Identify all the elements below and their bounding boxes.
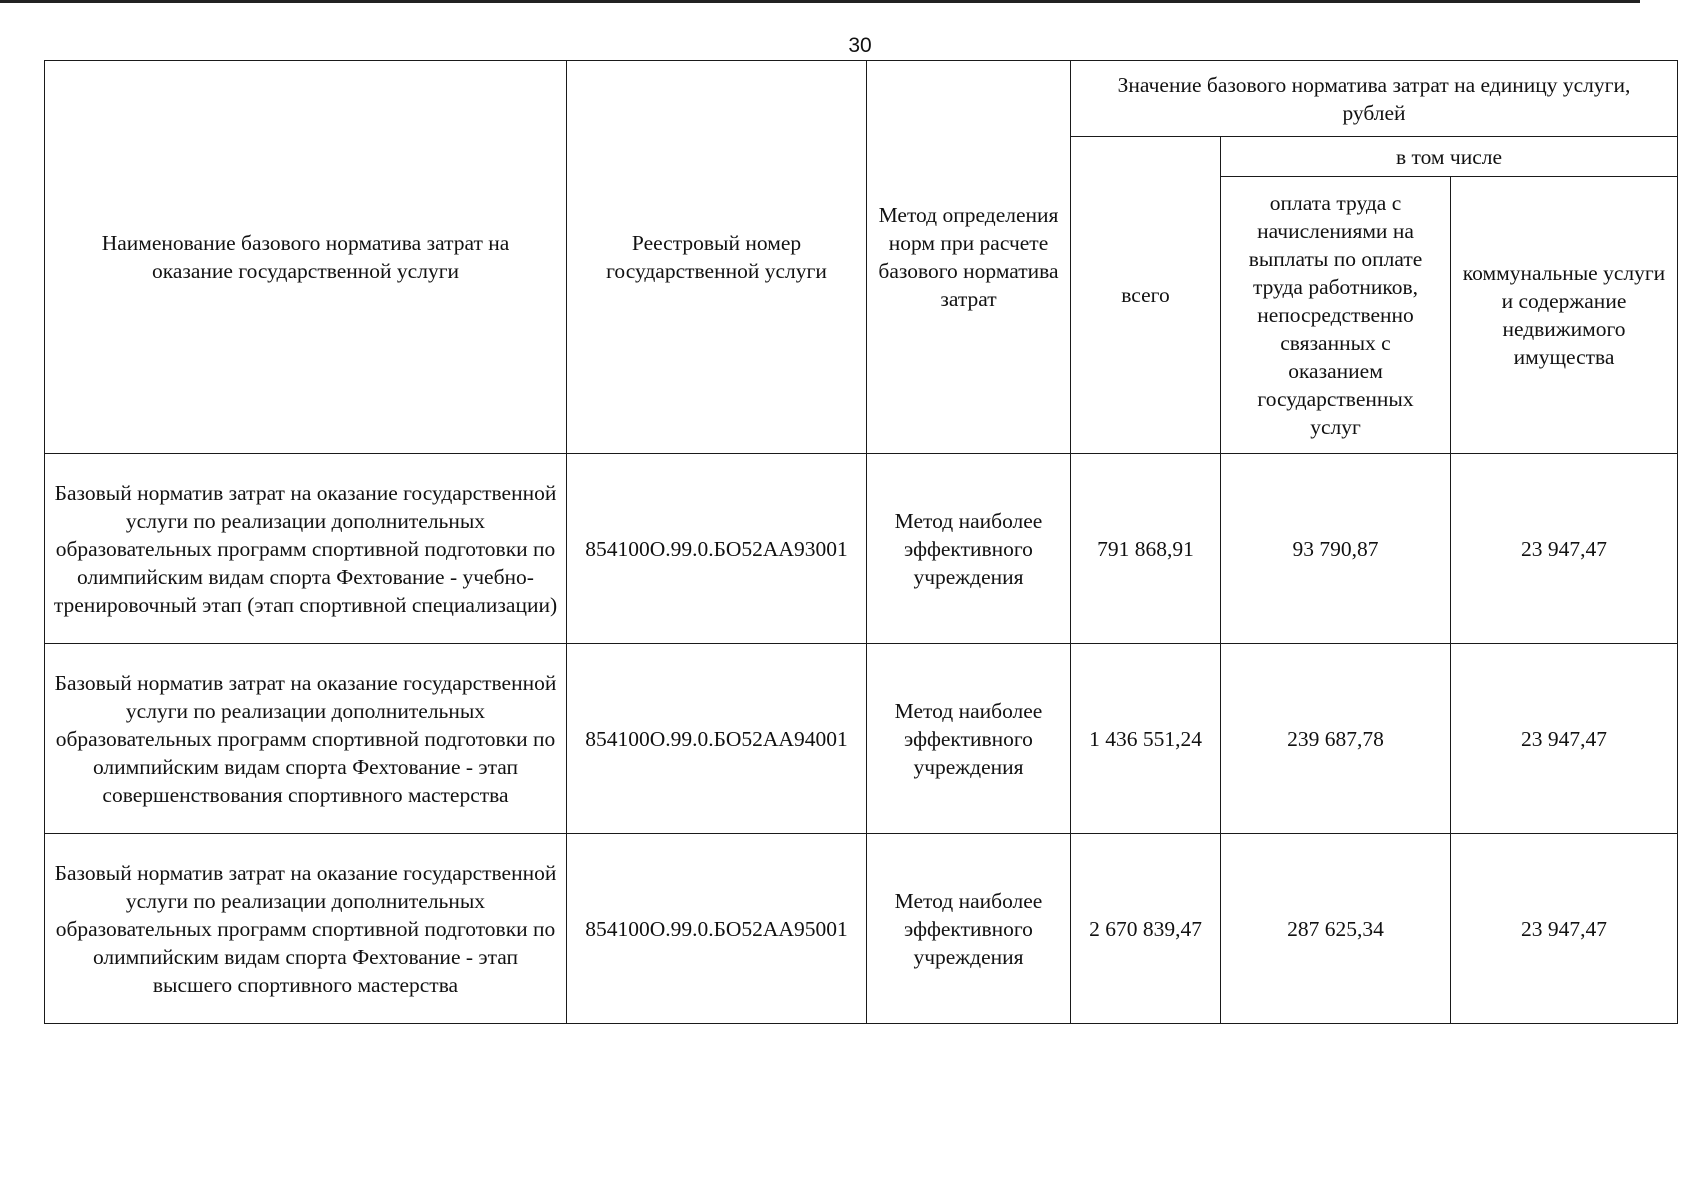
row-registry: 854100О.99.0.БО52АА93001 (567, 454, 867, 644)
row-total: 1 436 551,24 (1071, 644, 1221, 834)
header-utilities: коммунальные услуги и содержание недвижимого имущества (1451, 177, 1678, 454)
row-registry: 854100О.99.0.БО52АА95001 (567, 834, 867, 1024)
row-name: Базовый норматив затрат на оказание государственной услуги по реализации дополнительных образовательных программ спортивной подготовки по олимпийским видам спорта Фехтование - учебно-тренировочный этап (этап спортивной специализации) (45, 454, 567, 644)
top-rule (0, 0, 1640, 3)
header-registry: Реестровый номер государственной услуги (567, 61, 867, 454)
row-name: Базовый норматив затрат на оказание государственной услуги по реализации дополнительных образовательных программ спортивной подготовки по олимпийским видам спорта Фехтование - этап высшего спортивного мастерства (45, 834, 567, 1024)
header-method: Метод определения норм при расчете базового норматива затрат (867, 61, 1071, 454)
row-labor: 93 790,87 (1221, 454, 1451, 644)
row-name: Базовый норматив затрат на оказание государственной услуги по реализации дополнительных образовательных программ спортивной подготовки по олимпийским видам спорта Фехтование - этап совершенствования спортивного мастерства (45, 644, 567, 834)
cost-norms-table (44, 60, 1678, 1024)
row-utilities: 23 947,47 (1451, 454, 1678, 644)
page-number: 30 (848, 34, 872, 57)
row-method: Метод наиболее эффективного учреждения (867, 454, 1071, 644)
row-utilities: 23 947,47 (1451, 834, 1678, 1024)
row-registry: 854100О.99.0.БО52АА94001 (567, 644, 867, 834)
table-row (45, 454, 1678, 644)
row-labor: 287 625,34 (1221, 834, 1451, 1024)
header-value-group: Значение базового норматива затрат на единицу услуги, рублей (1071, 61, 1678, 137)
row-total: 791 868,91 (1071, 454, 1221, 644)
row-utilities: 23 947,47 (1451, 644, 1678, 834)
row-total: 2 670 839,47 (1071, 834, 1221, 1024)
row-labor: 239 687,78 (1221, 644, 1451, 834)
table-row (45, 834, 1678, 1024)
row-method: Метод наиболее эффективного учреждения (867, 644, 1071, 834)
header-labor: оплата труда с начислениями на выплаты по оплате труда работников, непосредственно связанных с оказанием государственных услуг (1221, 177, 1451, 454)
header-including: в том числе (1221, 137, 1678, 177)
header-total: всего (1071, 137, 1221, 454)
header-row-main (45, 61, 1678, 137)
table-row (45, 644, 1678, 834)
header-name: Наименование базового норматива затрат на оказание государственной услуги (45, 61, 567, 454)
row-method: Метод наиболее эффективного учреждения (867, 834, 1071, 1024)
